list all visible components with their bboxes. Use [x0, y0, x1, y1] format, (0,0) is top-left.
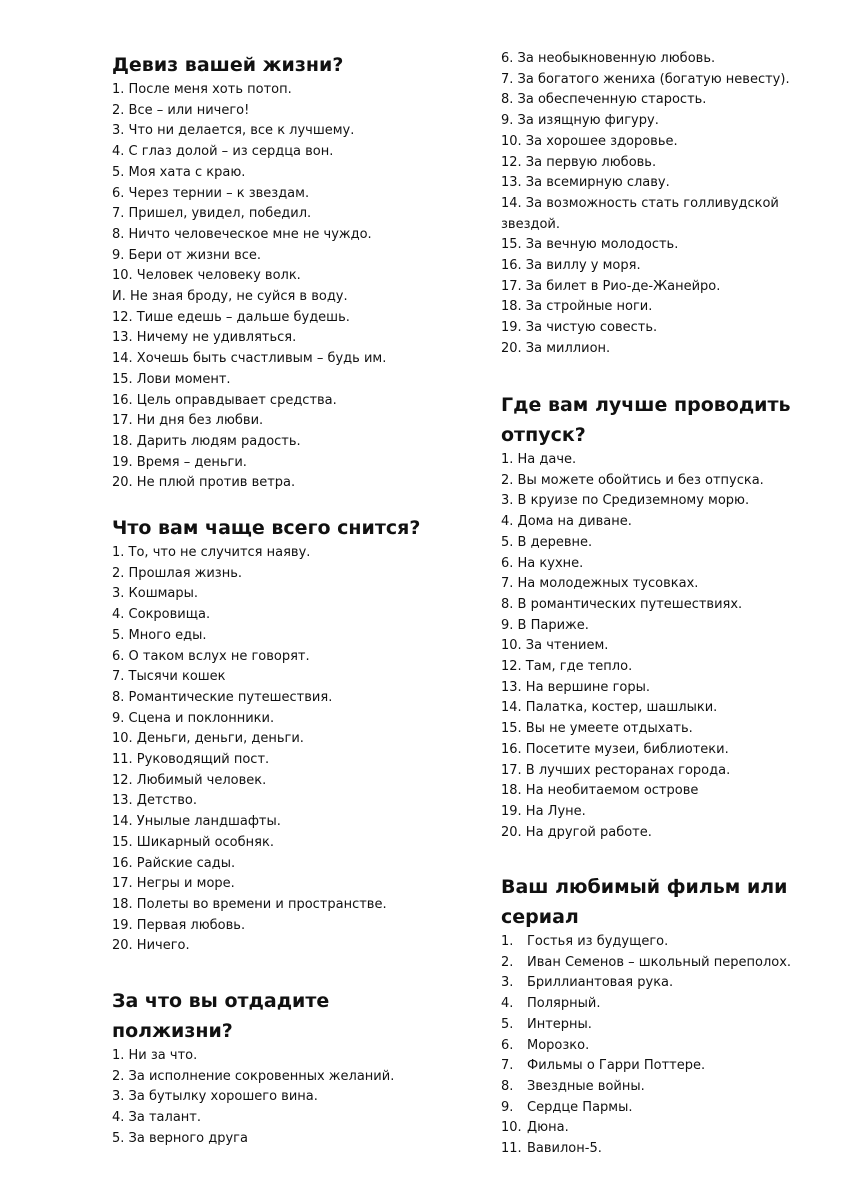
list-item: 12. Там, где тепло. [501, 659, 633, 675]
list-item: 19. Первая любовь. [112, 917, 246, 933]
list-item: 5. Много еды. [112, 627, 207, 643]
list-item: 10. Человек человеку волк. [112, 268, 301, 284]
list-item: 17. Негры и море. [112, 876, 235, 892]
section-title-line-2: полжизни? [112, 1020, 233, 1042]
list-item [501, 1118, 821, 1139]
list-item: 18. За стройные ноги. [501, 299, 653, 315]
list-item: 3. Что ни делается, все к лучшему. [112, 123, 355, 139]
list-item: 20. Ничего. [112, 938, 190, 954]
list-item: 17. В лучших ресторанах города. [501, 762, 731, 778]
section-motto [112, 50, 472, 494]
list-item: 10. Деньги, деньги, деньги. [112, 731, 304, 747]
item-number: 5. [501, 1016, 514, 1032]
list-item: 9. В Париже. [501, 617, 589, 633]
list-item: 2. За исполнение сокровенных желаний. [112, 1068, 395, 1084]
list-item: 13. За всемирную славу. [501, 175, 670, 191]
item-text: Иван Семенов – школьный переполох. [527, 954, 792, 970]
list-item [501, 932, 821, 953]
list-item: 16. Райские сады. [112, 855, 236, 871]
list-item: 10. За чтением. [501, 638, 609, 654]
half-life-list-continued [501, 49, 821, 360]
section-title-line-2: сериал [501, 906, 579, 928]
list-item: 11. Руководящий пост. [112, 752, 270, 768]
list-item: 5. Моя хата с краю. [112, 164, 246, 180]
list-item: 16. Цель оправдывает средства. [112, 392, 337, 408]
list-item: 4. Дома на диване. [501, 514, 632, 530]
section-vacation [501, 390, 821, 843]
list-item: 8. Ничто человеческое мне не чуждо. [112, 226, 372, 242]
list-item: 2. Все – или ничего! [112, 102, 250, 118]
list-item [501, 1036, 821, 1057]
item-text: Дюна. [527, 1120, 569, 1136]
list-item: 2. Вы можете обойтись и без отпуска. [501, 472, 764, 488]
item-number: 3. [501, 975, 514, 991]
list-item: 18. На необитаемом острове [501, 783, 699, 799]
list-item: 20. На другой работе. [501, 824, 652, 840]
list-item: 18. Дарить людям радость. [112, 433, 301, 449]
item-number: 10. [501, 1120, 522, 1136]
item-text: Вавилон-5. [527, 1141, 602, 1157]
list-item: 14. Палатка, костер, шашлыки. [501, 700, 718, 716]
list-item: 9. Сцена и поклонники. [112, 710, 275, 726]
list-item: 2. Прошлая жизнь. [112, 565, 243, 581]
list-item: 3. Кошмары. [112, 586, 199, 602]
list-item: 12. За первую любовь. [501, 154, 657, 170]
item-text: Морозко. [527, 1037, 590, 1053]
item-text: Бриллиантовая рука. [527, 975, 674, 991]
item-text: Гостья из будущего. [527, 934, 669, 949]
item-text: Звездные войны. [527, 1078, 645, 1094]
item-text: Фильмы о Гарри Поттере. [527, 1058, 706, 1074]
list-item: 10. За хорошее здоровье. [501, 133, 678, 149]
list-item [501, 994, 821, 1015]
section-title: Девиз вашей жизни? [112, 54, 344, 76]
list-item: 20. Не плюй против ветра. [112, 475, 296, 491]
list-item: 13. На вершине горы. [501, 679, 650, 695]
motto-list [112, 80, 472, 494]
list-item: 15. За вечную молодость. [501, 237, 679, 253]
list-item: 13. Ничему не удивляться. [112, 330, 297, 346]
list-item: 19. Время – деньги. [112, 454, 247, 470]
list-item: 5. В деревне. [501, 534, 593, 550]
item-number: 9. [501, 1099, 514, 1115]
list-item: 18. Полеты во времени и пространстве. [112, 896, 387, 912]
section-half-life [112, 986, 472, 1150]
list-item: 9. За изящную фигуру. [501, 113, 659, 129]
list-item: 14. Хочешь быть счастливым – будь им. [112, 351, 387, 367]
item-number: 6. [501, 1037, 514, 1053]
list-item [501, 1015, 821, 1036]
list-item: 14. За возможность стать голливудской звездой. [501, 195, 779, 232]
list-item [501, 1139, 821, 1160]
item-text: Сердце Пармы. [527, 1099, 633, 1115]
list-item: 1. Ни за что. [112, 1048, 198, 1063]
list-item: 7. За богатого жениха (богатую невесту). [501, 71, 790, 87]
list-item: 4. С глаз долой – из сердца вон. [112, 144, 334, 160]
list-item: 4. Сокровища. [112, 607, 211, 623]
list-item: 20. За миллион. [501, 340, 611, 356]
section-dreams [112, 513, 472, 957]
section-half-life-continued [501, 49, 821, 360]
item-number: 1. [501, 934, 514, 949]
list-item: 4. За талант. [112, 1110, 201, 1126]
list-item: 15. Шикарный особняк. [112, 834, 274, 850]
list-item: 16. За виллу у моря. [501, 258, 641, 274]
list-item: 1. После меня хоть потоп. [112, 82, 292, 97]
section-title-line-1: Где вам лучше проводить [501, 394, 791, 416]
item-text: Полярный. [527, 996, 601, 1012]
list-item: 14. Унылые ландшафты. [112, 814, 281, 830]
list-item: 3. В круизе по Средиземному морю. [501, 493, 750, 509]
list-item [501, 953, 821, 974]
list-item [501, 1077, 821, 1098]
list-item [501, 1056, 821, 1077]
list-item: 1. На даче. [501, 452, 577, 467]
list-item: 6. На кухне. [501, 555, 584, 571]
section-title-line-2: отпуск? [501, 424, 586, 446]
list-item [501, 1098, 821, 1119]
section-title-line-1: Ваш любимый фильм или [501, 876, 788, 898]
list-item [501, 973, 821, 994]
section-title: Что вам чаще всего снится? [112, 517, 421, 539]
item-number: 8. [501, 1078, 514, 1094]
list-item: 7. Пришел, увидел, победил. [112, 206, 312, 222]
list-item: 13. Детство. [112, 793, 198, 809]
list-item: 6. За необыкновенную любовь. [501, 51, 716, 66]
list-item: 3. За бутылку хорошего вина. [112, 1089, 318, 1105]
list-item: 19. На Луне. [501, 803, 586, 819]
item-text: Интерны. [527, 1016, 592, 1032]
section-title-line-1: За что вы отдадите [112, 990, 330, 1012]
list-item: 12. Тише едешь – дальше будешь. [112, 309, 350, 325]
list-item: 1. То, что не случится наяву. [112, 545, 311, 560]
list-item: 5. За верного друга [112, 1130, 248, 1146]
list-item: И. Не зная броду, не суйся в воду. [112, 289, 348, 305]
list-item: 9. Бери от жизни все. [112, 247, 262, 263]
list-item: 12. Любимый человек. [112, 772, 267, 788]
item-number: 4. [501, 996, 514, 1012]
half-life-list [112, 1046, 472, 1150]
dreams-list [112, 543, 472, 957]
item-number: 2. [501, 954, 514, 970]
list-item: 17. За билет в Рио-де-Жанейро. [501, 278, 721, 294]
films-list [501, 932, 821, 1160]
list-item: 8. За обеспеченную старость. [501, 92, 707, 108]
section-films [501, 872, 821, 1160]
list-item: 6. О таком вслух не говорят. [112, 648, 310, 664]
list-item: 6. Через тернии – к звездам. [112, 185, 310, 201]
list-item: 17. Ни дня без любви. [112, 413, 264, 429]
list-item: 8. Романтические путешествия. [112, 689, 333, 705]
vacation-list [501, 450, 821, 843]
list-item: 16. Посетите музеи, библиотеки. [501, 741, 729, 757]
list-item: 15. Лови момент. [112, 371, 231, 387]
item-number: 11. [501, 1141, 522, 1157]
list-item: 15. Вы не умеете отдыхать. [501, 721, 693, 737]
item-number: 7. [501, 1058, 514, 1074]
list-item: 7. Тысячи кошек [112, 669, 226, 685]
list-item: 8. В романтических путешествиях. [501, 596, 743, 612]
list-item: 7. На молодежных тусовках. [501, 576, 699, 592]
list-item: 19. За чистую совесть. [501, 320, 658, 336]
